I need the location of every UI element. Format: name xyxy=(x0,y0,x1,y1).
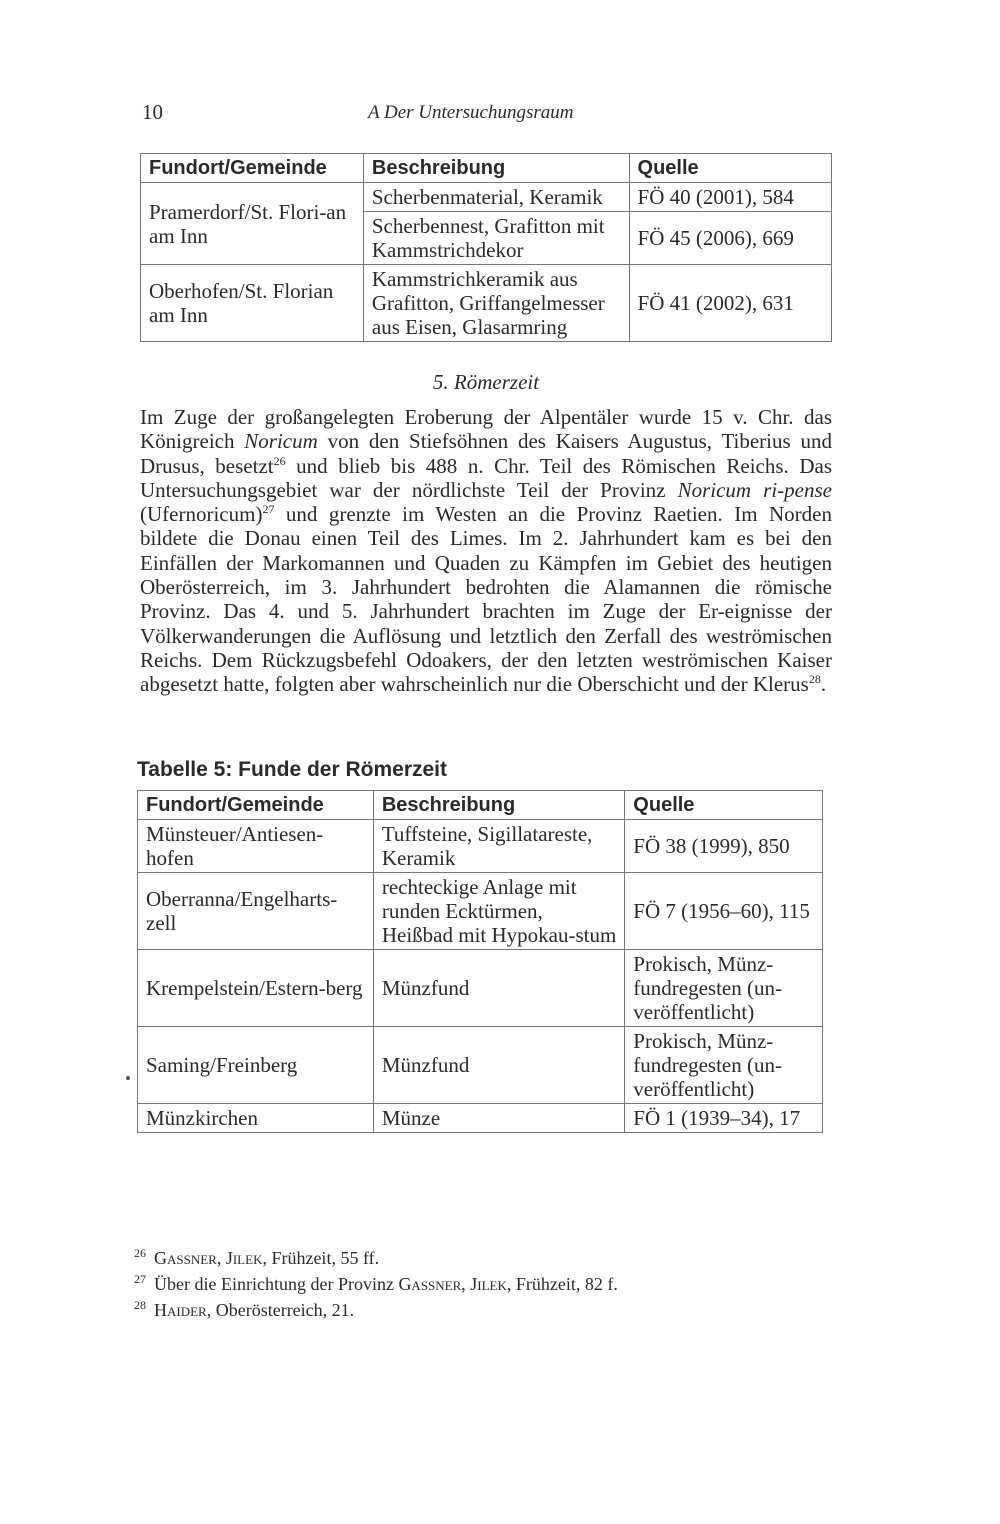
cell-beschreibung: Münzfund xyxy=(373,950,624,1027)
footnote-item: 27 Über die Einrichtung der Provinz Gassner, Jilek, Frühzeit, 82 f. xyxy=(134,1269,834,1295)
running-title: A Der Untersuchungsraum xyxy=(368,102,574,123)
cell-beschreibung: Scherbennest, Grafitton mit Kammstrichdekor xyxy=(363,212,629,265)
text-run: . xyxy=(820,672,827,697)
cell-quelle: FÖ 41 (2002), 631 xyxy=(629,265,831,342)
finds-table-roman xyxy=(137,790,823,1133)
cell-beschreibung: Münze xyxy=(373,1104,624,1133)
table-row xyxy=(141,183,832,212)
cell-quelle: FÖ 45 (2006), 669 xyxy=(629,212,831,265)
stray-mark xyxy=(126,1076,130,1080)
cell-quelle: FÖ 7 (1956–60), 115 xyxy=(625,873,823,950)
footnote-number: 27 xyxy=(134,1272,146,1286)
footnote-author: Gassner, Jilek xyxy=(398,1274,507,1294)
cell-quelle: Prokisch, Münz-fundregesten (un-veröffentlicht) xyxy=(625,1027,823,1104)
cell-fundort: Saming/Freinberg xyxy=(138,1027,374,1104)
italic-term: Noricum ri-pense xyxy=(677,477,832,502)
table-header-row xyxy=(141,154,832,183)
footnote-item: 26 Gassner, Jilek, Frühzeit, 55 ff. xyxy=(134,1243,834,1269)
cell-fundort: Münsteuer/Antiesen-hofen xyxy=(138,820,374,873)
cell-fundort: Münzkirchen xyxy=(138,1104,374,1133)
footnote-number: 28 xyxy=(134,1298,146,1312)
finds-table-prehistory xyxy=(140,153,832,342)
footnotes xyxy=(134,1243,834,1321)
table-row xyxy=(141,265,832,342)
italic-term: Noricum xyxy=(244,429,318,454)
cell-fundort: Oberhofen/St. Florian am Inn xyxy=(141,265,364,342)
table-row xyxy=(138,950,823,1027)
table-caption: Tabelle 5: Funde der Römerzeit xyxy=(137,758,448,781)
cell-quelle: FÖ 1 (1939–34), 17 xyxy=(625,1104,823,1133)
cell-fundort: Oberranna/Engelharts-zell xyxy=(138,873,374,950)
column-header-fundort: Fundort/Gemeinde xyxy=(138,791,374,820)
column-header-beschreibung: Beschreibung xyxy=(363,154,629,183)
footnote-ref[interactable]: 26 xyxy=(273,453,286,468)
cell-fundort: Krempelstein/Estern-berg xyxy=(138,950,374,1027)
text-run: von den Stiefsöhnen des Kaisers Augustus, Tiberius und Drusus, besetzt xyxy=(140,429,832,478)
cell-beschreibung: rechteckige Anlage mit runden Ecktürmen, Heißbad mit Hypokau-stum xyxy=(373,873,624,950)
footnote-number: 26 xyxy=(134,1246,146,1260)
cell-beschreibung: Scherbenmaterial, Keramik xyxy=(363,183,629,212)
table-row xyxy=(138,1027,823,1104)
table-header-row xyxy=(138,791,823,820)
cell-beschreibung: Kammstrichkeramik aus Grafitton, Griffangelmesser aus Eisen, Glasarmring xyxy=(363,265,629,342)
footnote-ref[interactable]: 28 xyxy=(808,672,821,687)
cell-beschreibung: Münzfund xyxy=(373,1027,624,1104)
column-header-quelle: Quelle xyxy=(625,791,823,820)
cell-quelle: FÖ 40 (2001), 584 xyxy=(629,183,831,212)
footnote-author: Gassner, Jilek xyxy=(154,1248,263,1268)
column-header-beschreibung: Beschreibung xyxy=(373,791,624,820)
table-row xyxy=(138,1104,823,1133)
text-run: Im Zuge der großangelegten Eroberung der Alpentäler wurde 15 v. Chr. das Königreich xyxy=(140,405,832,454)
page-number: 10 xyxy=(142,100,163,124)
cell-beschreibung: Tuffsteine, Sigillatareste, Keramik xyxy=(373,820,624,873)
footnote-author: Haider xyxy=(154,1300,207,1320)
cell-quelle: Prokisch, Münz-fundregesten (un-veröffentlicht) xyxy=(625,950,823,1027)
footnote-ref[interactable]: 27 xyxy=(262,502,275,517)
footnote-item: 28 Haider, Oberösterreich, 21. xyxy=(134,1295,834,1321)
table-row xyxy=(138,873,823,950)
column-header-quelle: Quelle xyxy=(629,154,831,183)
cell-fundort: Pramerdorf/St. Flori-an am Inn xyxy=(141,183,364,265)
table-row xyxy=(138,820,823,873)
section-heading: 5. Römerzeit xyxy=(432,370,540,394)
column-header-fundort: Fundort/Gemeinde xyxy=(141,154,364,183)
text-run: (Ufernoricum) xyxy=(140,502,263,527)
text-run: und grenzte im Westen an die Provinz Raetien. Im Norden bildete die Donau einen Teil des Limes. Im 2. Jahrhundert kam es bei den Einfällen der Markomannen und Quaden zu Kämpfen im Gebiet des heutigen Oberösterreich, im 3. Jahrhundert bedrohten die Alamannen die römische Provinz. Das 4. und 5. Jahrhundert brachten im Zuge der Er-eignisse der Völkerwanderungen die Auflösung und letztlich den Zerfall des weströmischen Reichs. Dem Rückzugsbefehl Odoakers, der den letzten weströmischen Kaiser abgesetzt hatte, folgten aber wahrscheinlich nur die Oberschicht und der Klerus xyxy=(140,502,832,697)
body-paragraph xyxy=(140,405,832,697)
text-run: und blieb bis 488 n. Chr. Teil des Römischen Reichs. Das Untersuchungsgebiet war der nördlichste Teil der Provinz xyxy=(140,453,832,502)
cell-quelle: FÖ 38 (1999), 850 xyxy=(625,820,823,873)
